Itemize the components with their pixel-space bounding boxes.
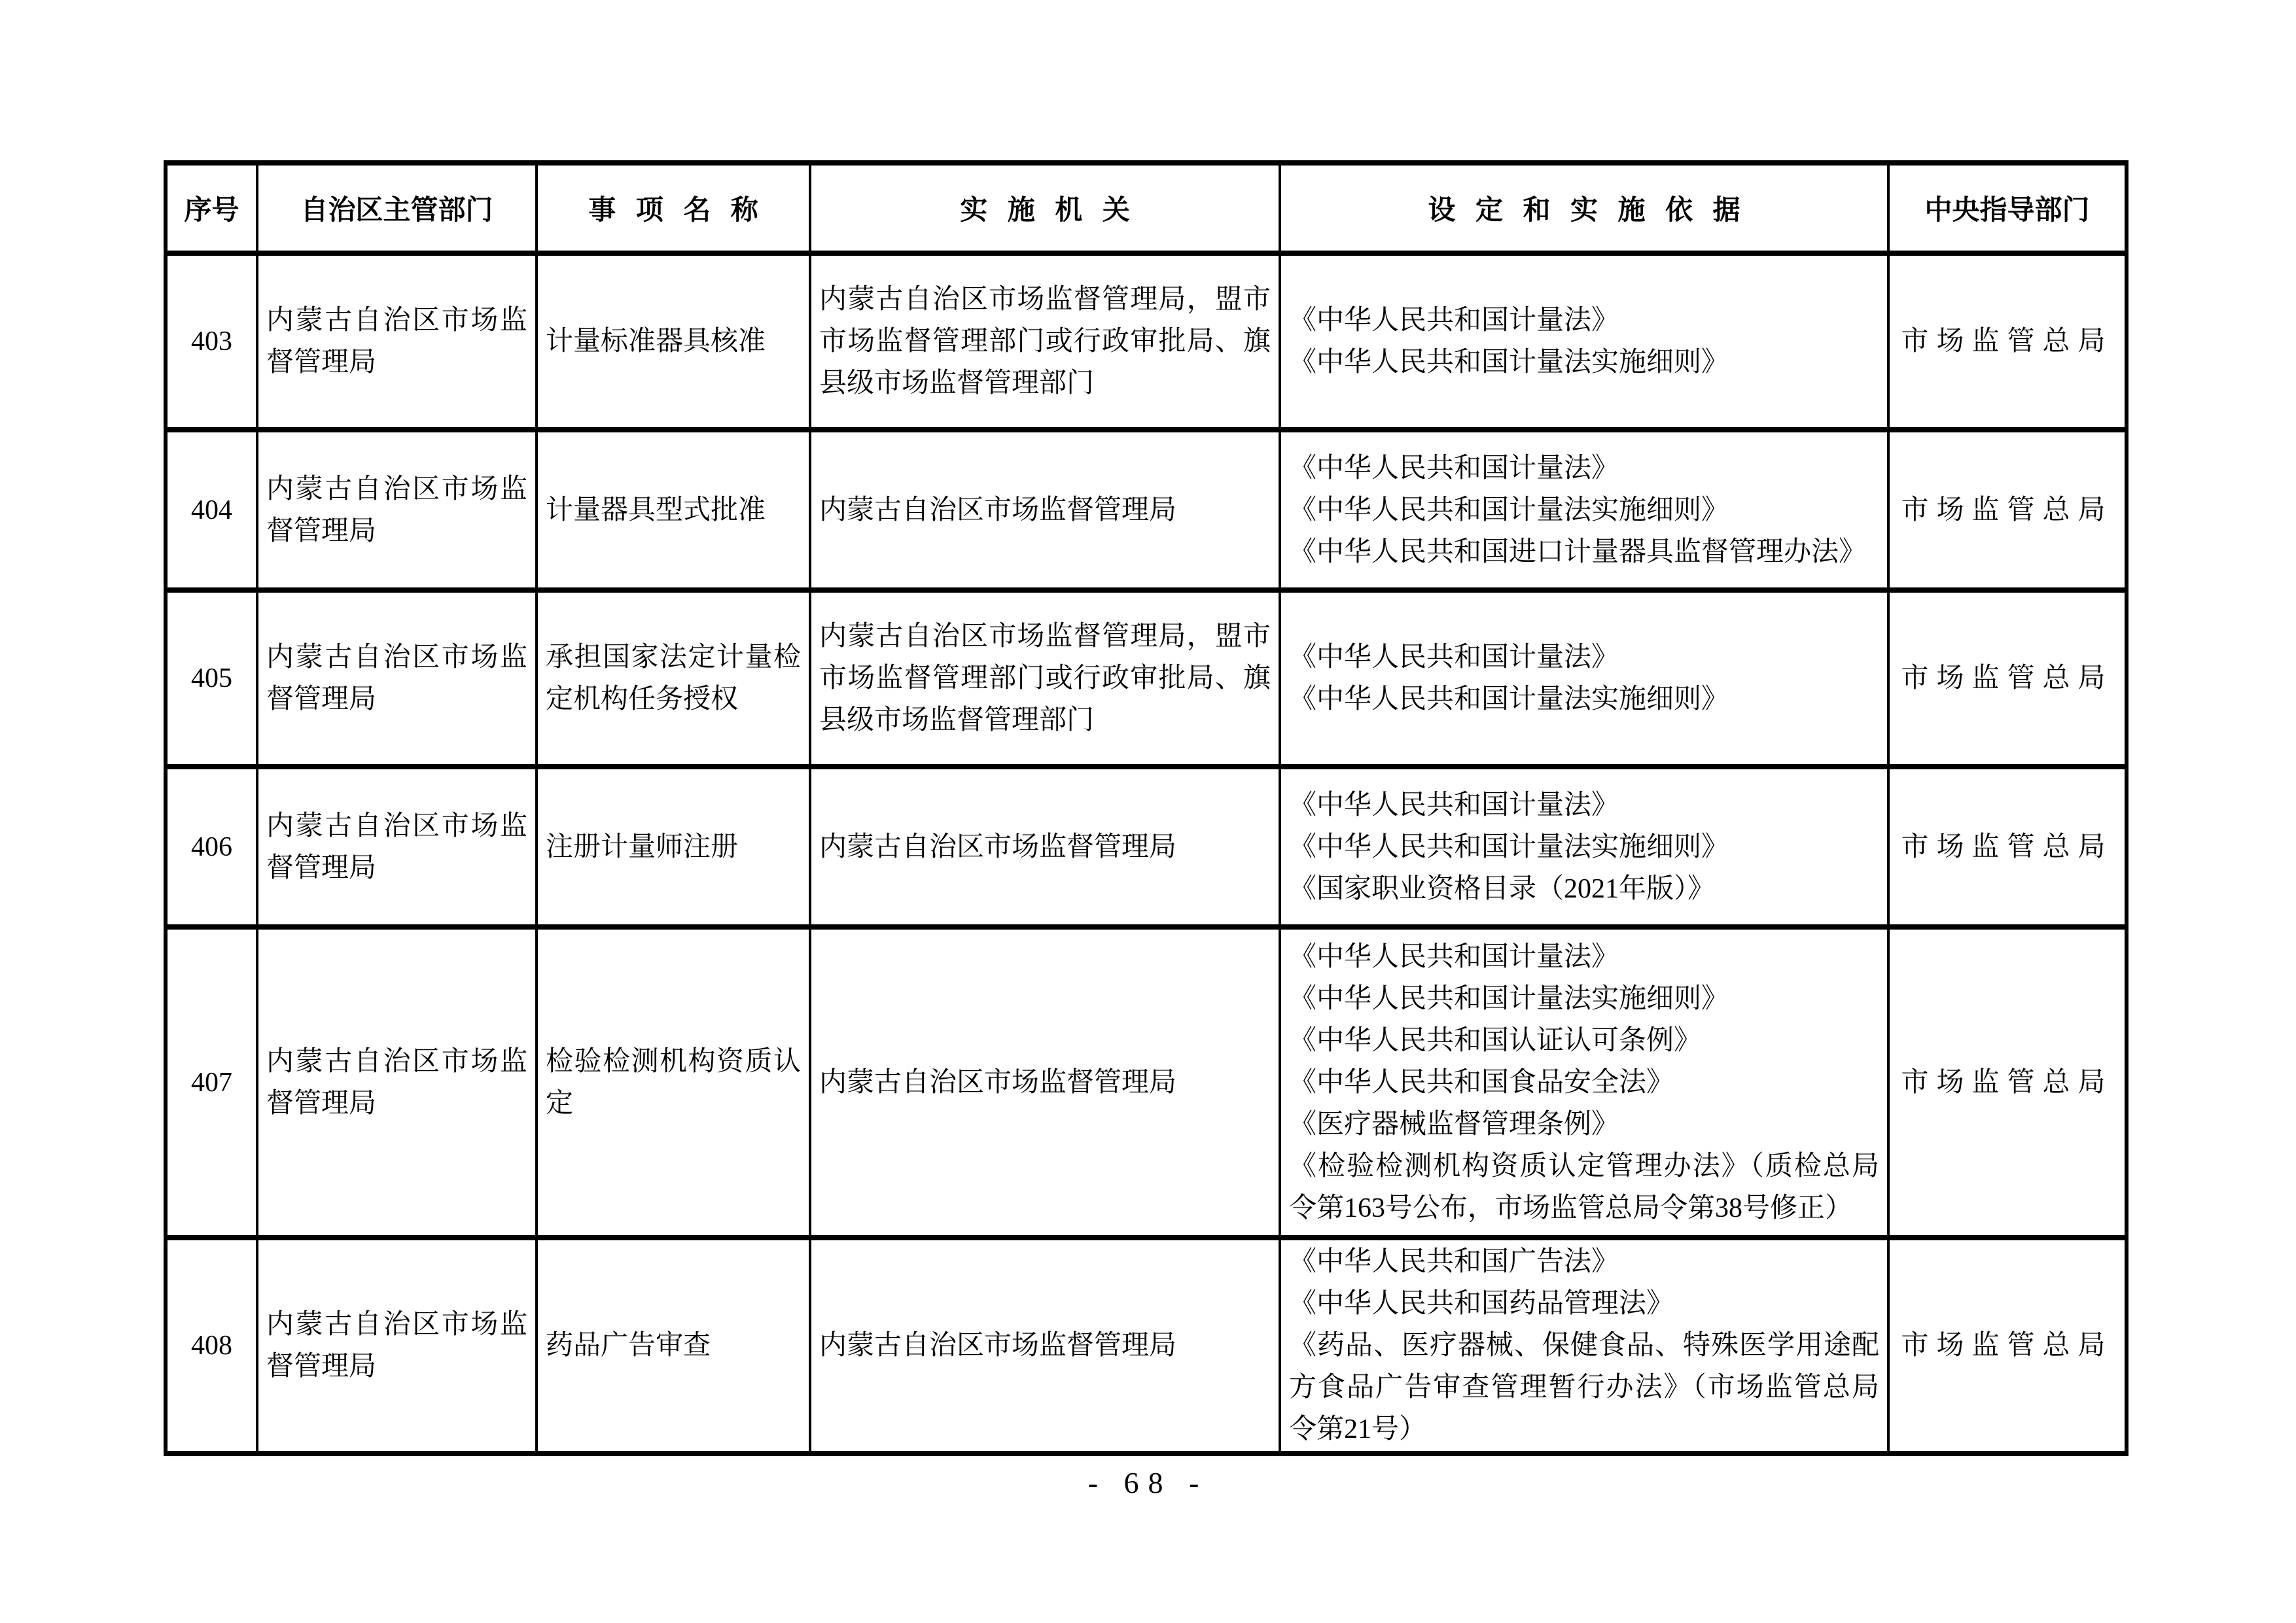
- region-department-cell: 内蒙古自治区市场监督管理局: [257, 430, 537, 590]
- legal-basis-line: 《中华人民共和国计量法实施细则》: [1289, 495, 1729, 525]
- legal-basis-line: 《中华人民共和国计量法实施细则》: [1289, 684, 1729, 714]
- legal-basis-cell: [1280, 927, 1888, 1238]
- central-department-cell: 市场监管总局: [1888, 927, 2127, 1238]
- implementing-agency-cell: 内蒙古自治区市场监督管理局: [810, 430, 1280, 590]
- implementing-agency-cell: 内蒙古自治区市场监督管理局: [810, 767, 1280, 927]
- row-serial-number: 408: [166, 1238, 257, 1454]
- region-department-cell: 内蒙古自治区市场监督管理局: [257, 767, 537, 927]
- table-row: [166, 767, 2127, 927]
- region-department-cell: 内蒙古自治区市场监督管理局: [257, 927, 537, 1238]
- item-name-cell: 计量标准器具核准: [537, 253, 810, 430]
- table-row: [166, 590, 2127, 767]
- item-name-cell: 药品广告审查: [537, 1238, 810, 1454]
- row-serial-number: 406: [166, 767, 257, 927]
- row-serial-number: 407: [166, 927, 257, 1238]
- legal-basis-line: 《中华人民共和国计量法》: [1289, 305, 1619, 336]
- legal-basis-cell: [1280, 767, 1888, 927]
- table-row: [166, 253, 2127, 430]
- legal-basis-line: 《中华人民共和国认证认可条例》: [1289, 1025, 1702, 1056]
- legal-basis-line: 《中华人民共和国进口计量器具监督管理办法》: [1289, 536, 1867, 567]
- central-department-cell: 市场监管总局: [1888, 590, 2127, 767]
- legal-basis-cell: [1280, 430, 1888, 590]
- implementing-agency-cell: 内蒙古自治区市场监督管理局: [810, 927, 1280, 1238]
- legal-basis-line: 《中华人民共和国计量法》: [1289, 453, 1619, 483]
- table-row: [166, 927, 2127, 1238]
- legal-basis-line: 《中华人民共和国计量法》: [1289, 941, 1619, 972]
- legal-basis-cell: [1280, 1238, 1888, 1454]
- table-row: [166, 430, 2127, 590]
- central-department-cell: 市场监管总局: [1888, 253, 2127, 430]
- legal-basis-line: 《中华人民共和国计量法》: [1289, 642, 1619, 672]
- region-department-cell: 内蒙古自治区市场监督管理局: [257, 590, 537, 767]
- implementing-agency-cell: 内蒙古自治区市场监督管理局: [810, 1238, 1280, 1454]
- legal-basis-line: 《中华人民共和国食品安全法》: [1289, 1067, 1674, 1098]
- legal-basis-cell: [1280, 253, 1888, 430]
- legal-basis-line: 《中华人民共和国计量法实施细则》: [1289, 983, 1729, 1014]
- central-department-cell: 市场监管总局: [1888, 1238, 2127, 1454]
- legal-basis-line: 《中华人民共和国计量法》: [1289, 790, 1619, 820]
- header-implementing-agency: 实 施 机 关: [810, 163, 1280, 253]
- implementing-agency-cell: 内蒙古自治区市场监督管理局，盟市市场监督管理部门或行政审批局、旗县级市场监督管理部门: [810, 253, 1280, 430]
- item-name-cell: 计量器具型式批准: [537, 430, 810, 590]
- item-name-cell: 检验检测机构资质认定: [537, 927, 810, 1238]
- region-department-cell: 内蒙古自治区市场监督管理局: [257, 1238, 537, 1454]
- legal-basis-line: 《中华人民共和国计量法实施细则》: [1289, 831, 1729, 862]
- item-name-cell: 注册计量师注册: [537, 767, 810, 927]
- region-department-cell: 内蒙古自治区市场监督管理局: [257, 253, 537, 430]
- central-department-cell: 市场监管总局: [1888, 767, 2127, 927]
- row-serial-number: 404: [166, 430, 257, 590]
- legal-basis-cell: [1280, 590, 1888, 767]
- header-item-name: 事 项 名 称: [537, 163, 810, 253]
- approval-items-table: [164, 160, 2128, 1456]
- legal-basis-line: 《中华人民共和国药品管理法》: [1289, 1289, 1674, 1319]
- legal-basis-line: 《中华人民共和国广告法》: [1289, 1247, 1619, 1277]
- legal-basis-line: 《医疗器械监督管理条例》: [1289, 1109, 1619, 1140]
- legal-basis-line: 《中华人民共和国计量法实施细则》: [1289, 347, 1729, 377]
- page-number: - 68 -: [1087, 1466, 1209, 1499]
- row-serial-number: 405: [166, 590, 257, 767]
- legal-basis-line: 《药品、医疗器械、保健食品、特殊医学用途配方食品广告审查管理暂行办法》（市场监管总局令第21号）: [1289, 1331, 1879, 1444]
- header-serial-number: 序号: [166, 163, 257, 253]
- legal-basis-line: 《国家职业资格目录（2021年版）》: [1289, 873, 1716, 904]
- header-central-department: 中央指导部门: [1888, 163, 2127, 253]
- item-name-cell: 承担国家法定计量检定机构任务授权: [537, 590, 810, 767]
- implementing-agency-cell: 内蒙古自治区市场监督管理局，盟市市场监督管理部门或行政审批局、旗县级市场监督管理部门: [810, 590, 1280, 767]
- central-department-cell: 市场监管总局: [1888, 430, 2127, 590]
- table-row: [166, 1238, 2127, 1454]
- header-region-department: 自治区主管部门: [257, 163, 537, 253]
- row-serial-number: 403: [166, 253, 257, 430]
- header-legal-basis: 设 定 和 实 施 依 据: [1280, 163, 1888, 253]
- legal-basis-line: 《检验检测机构资质认定管理办法》（质检总局令第163号公布，市场监管总局令第38号修正）: [1289, 1151, 1879, 1223]
- table-header-row: [166, 163, 2127, 253]
